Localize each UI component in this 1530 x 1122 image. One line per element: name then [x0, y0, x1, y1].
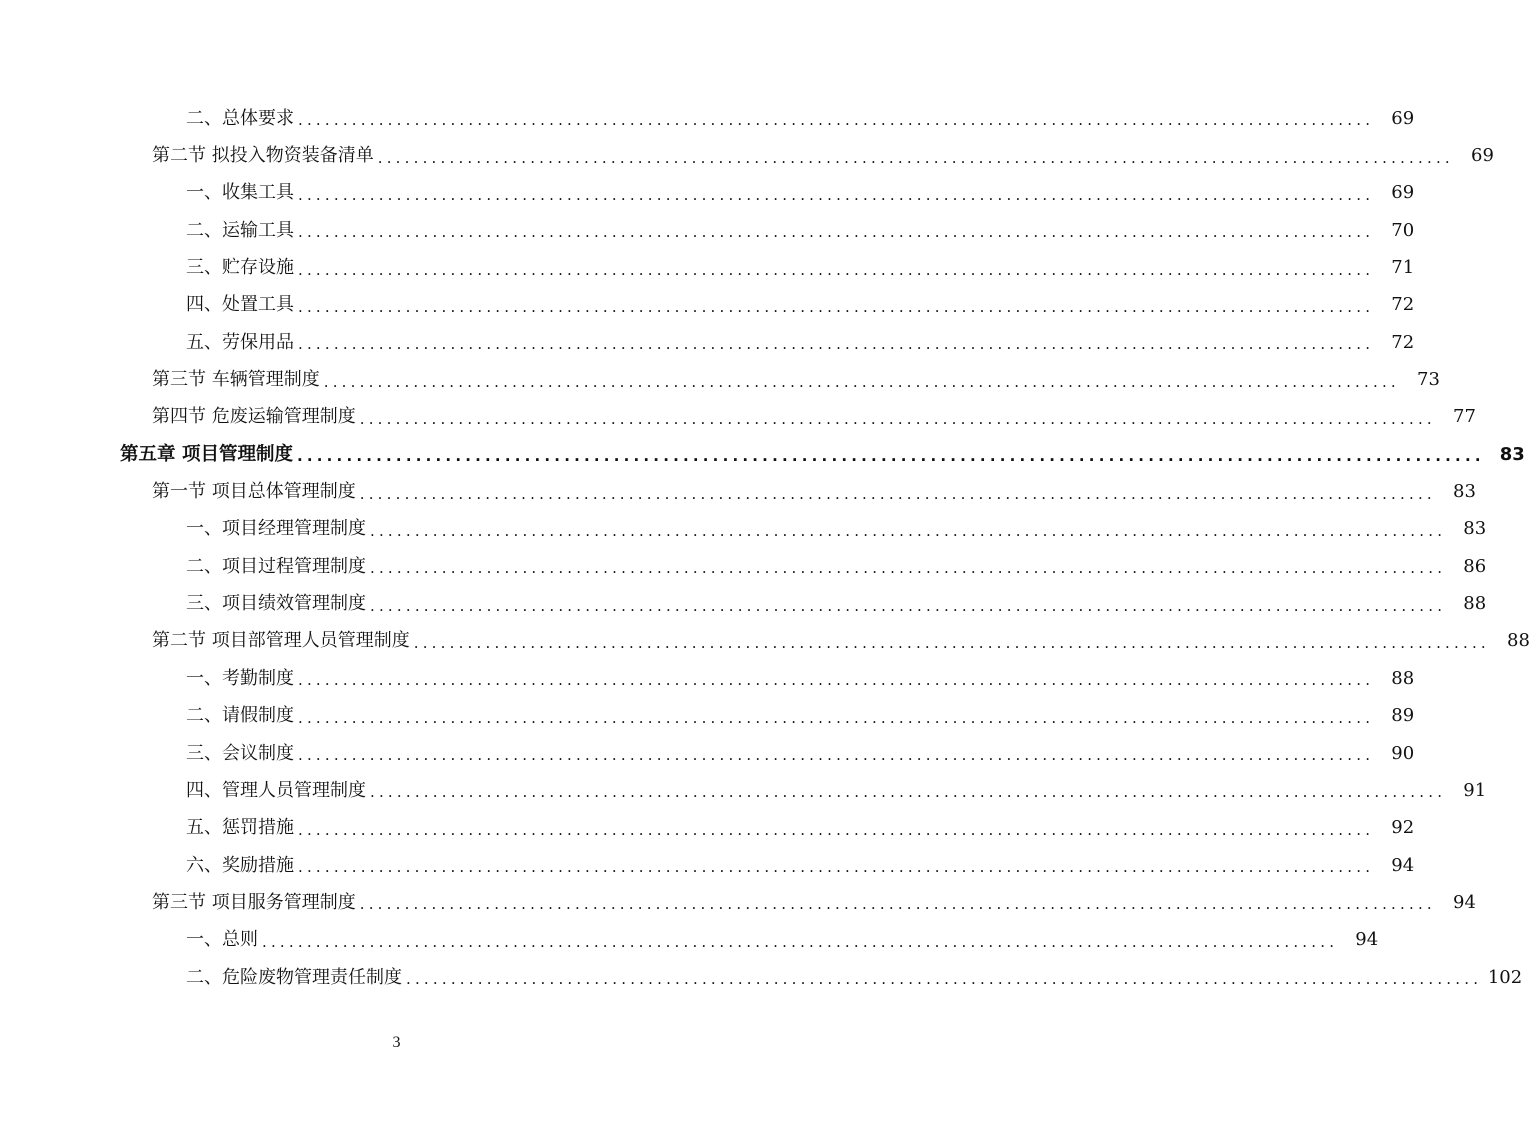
- toc-entry-title: 四、管理人员管理制度: [186, 779, 366, 801]
- toc-dot-leader: ........................................................................................................................: [413, 633, 1490, 652]
- toc-entry-page: 83: [1499, 443, 1525, 465]
- toc-entry-title: 二、危险废物管理责任制度: [186, 966, 402, 988]
- toc-entry[interactable]: [0, 287, 1415, 324]
- toc-entry[interactable]: [0, 735, 1415, 772]
- toc-dot-leader: ........................................................................................................................: [298, 223, 1375, 242]
- toc-entry-title: 第三节 项目服务管理制度: [152, 891, 356, 913]
- toc-dot-leader: ........................................................................................................................: [298, 260, 1375, 279]
- toc-entry-page: 72: [1391, 331, 1415, 353]
- toc-entry[interactable]: [0, 511, 1487, 548]
- toc-entry[interactable]: [0, 698, 1415, 735]
- toc-entry-title: 六、奖励措施: [186, 854, 294, 876]
- toc-dot-leader: ........................................................................................................................: [359, 484, 1436, 503]
- toc-entry-page: 91: [1463, 779, 1487, 801]
- toc-entry-title: 第二节 拟投入物资装备清单: [152, 145, 374, 167]
- toc-entry[interactable]: [0, 399, 1476, 436]
- toc-entry-title: 五、惩罚措施: [186, 817, 294, 839]
- toc-entry-title: 三、贮存设施: [186, 257, 294, 279]
- toc-entry-title: 一、项目经理管理制度: [186, 518, 366, 540]
- toc-dot-leader: ........................................................................................................................: [296, 447, 1485, 466]
- toc-dot-leader: ........................................................................................................................: [298, 185, 1375, 204]
- toc-entry[interactable]: [0, 324, 1415, 361]
- toc-entry-title: 第三节 车辆管理制度: [152, 369, 320, 391]
- toc-dot-leader: ........................................................................................................................: [298, 297, 1375, 316]
- table-of-contents: [0, 100, 1530, 996]
- toc-dot-leader: ........................................................................................................................: [298, 111, 1375, 130]
- toc-entry-title: 四、处置工具: [186, 294, 294, 316]
- toc-entry[interactable]: [0, 922, 1379, 959]
- toc-entry-page: 72: [1391, 294, 1415, 316]
- toc-entry-title: 二、项目过程管理制度: [186, 555, 366, 577]
- toc-entry[interactable]: [0, 436, 1525, 473]
- toc-dot-leader: ........................................................................................................................: [298, 671, 1375, 690]
- toc-entry-page: 94: [1355, 929, 1379, 951]
- toc-dot-leader: ........................................................................................................................: [359, 895, 1436, 914]
- toc-dot-leader: ........................................................................................................................: [370, 783, 1447, 802]
- toc-entry-page: 88: [1463, 593, 1487, 615]
- toc-entry-title: 一、总则: [186, 929, 258, 951]
- toc-entry[interactable]: [0, 884, 1476, 921]
- toc-entry-page: 71: [1391, 257, 1415, 279]
- toc-dot-leader: ........................................................................................................................: [262, 932, 1339, 951]
- toc-entry-title: 二、总体要求: [186, 107, 294, 129]
- toc-entry-page: 69: [1471, 145, 1494, 167]
- toc-entry[interactable]: [0, 249, 1415, 286]
- toc-entry-page: 88: [1391, 667, 1415, 689]
- toc-entry-title: 三、会议制度: [186, 742, 294, 764]
- toc-entry[interactable]: [0, 100, 1415, 137]
- toc-dot-leader: ........................................................................................................................: [298, 335, 1375, 354]
- toc-entry-page: 88: [1507, 630, 1530, 652]
- toc-entry-page: 70: [1391, 219, 1415, 241]
- toc-entry[interactable]: [0, 810, 1415, 847]
- toc-entry-page: 86: [1463, 555, 1487, 577]
- toc-entry-page: 69: [1391, 107, 1415, 129]
- page-number: 3: [392, 1034, 401, 1051]
- toc-entry-title: 一、收集工具: [186, 182, 294, 204]
- toc-dot-leader: ........................................................................................................................: [298, 858, 1375, 877]
- toc-entry-page: 92: [1391, 817, 1415, 839]
- toc-dot-leader: ........................................................................................................................: [406, 970, 1483, 989]
- toc-dot-leader: ........................................................................................................................: [370, 521, 1447, 540]
- toc-entry[interactable]: [0, 660, 1415, 697]
- toc-entry-page: 102: [1487, 966, 1523, 988]
- toc-entry-page: 73: [1417, 369, 1440, 391]
- toc-entry-page: 89: [1391, 705, 1415, 727]
- toc-entry[interactable]: [0, 959, 1523, 996]
- toc-entry[interactable]: [0, 137, 1494, 174]
- toc-entry-title: 二、请假制度: [186, 705, 294, 727]
- toc-entry-title: 第一节 项目总体管理制度: [152, 481, 356, 503]
- toc-entry-title: 五、劳保用品: [186, 331, 294, 353]
- toc-entry-page: 83: [1463, 518, 1487, 540]
- toc-dot-leader: ........................................................................................................................: [377, 148, 1454, 167]
- toc-entry-title: 一、考勤制度: [186, 667, 294, 689]
- toc-entry[interactable]: [0, 623, 1530, 660]
- toc-dot-leader: ........................................................................................................................: [370, 596, 1447, 615]
- toc-entry-page: 69: [1391, 182, 1415, 204]
- toc-dot-leader: ........................................................................................................................: [298, 708, 1375, 727]
- toc-entry[interactable]: [0, 772, 1487, 809]
- toc-dot-leader: ........................................................................................................................: [298, 746, 1375, 765]
- toc-entry-page: 94: [1391, 854, 1415, 876]
- toc-entry[interactable]: [0, 361, 1440, 398]
- toc-entry[interactable]: [0, 175, 1415, 212]
- toc-entry-title: 三、项目绩效管理制度: [186, 593, 366, 615]
- toc-entry[interactable]: [0, 847, 1415, 884]
- toc-entry-title: 第二节 项目部管理人员管理制度: [152, 630, 410, 652]
- toc-entry-page: 83: [1453, 481, 1476, 503]
- toc-entry-page: 90: [1391, 742, 1415, 764]
- toc-entry-title: 二、运输工具: [186, 219, 294, 241]
- toc-dot-leader: ........................................................................................................................: [298, 820, 1375, 839]
- toc-entry-title: 第四节 危废运输管理制度: [152, 406, 356, 428]
- toc-dot-leader: ........................................................................................................................: [323, 372, 1400, 391]
- toc-entry[interactable]: [0, 548, 1487, 585]
- toc-entry-page: 77: [1453, 406, 1476, 428]
- toc-entry[interactable]: [0, 473, 1476, 510]
- toc-entry-title: 第五章 项目管理制度: [120, 443, 293, 465]
- toc-entry[interactable]: [0, 212, 1415, 249]
- toc-dot-leader: ........................................................................................................................: [359, 409, 1436, 428]
- toc-entry[interactable]: [0, 585, 1487, 622]
- toc-entry-page: 94: [1453, 891, 1476, 913]
- toc-dot-leader: ........................................................................................................................: [370, 559, 1447, 578]
